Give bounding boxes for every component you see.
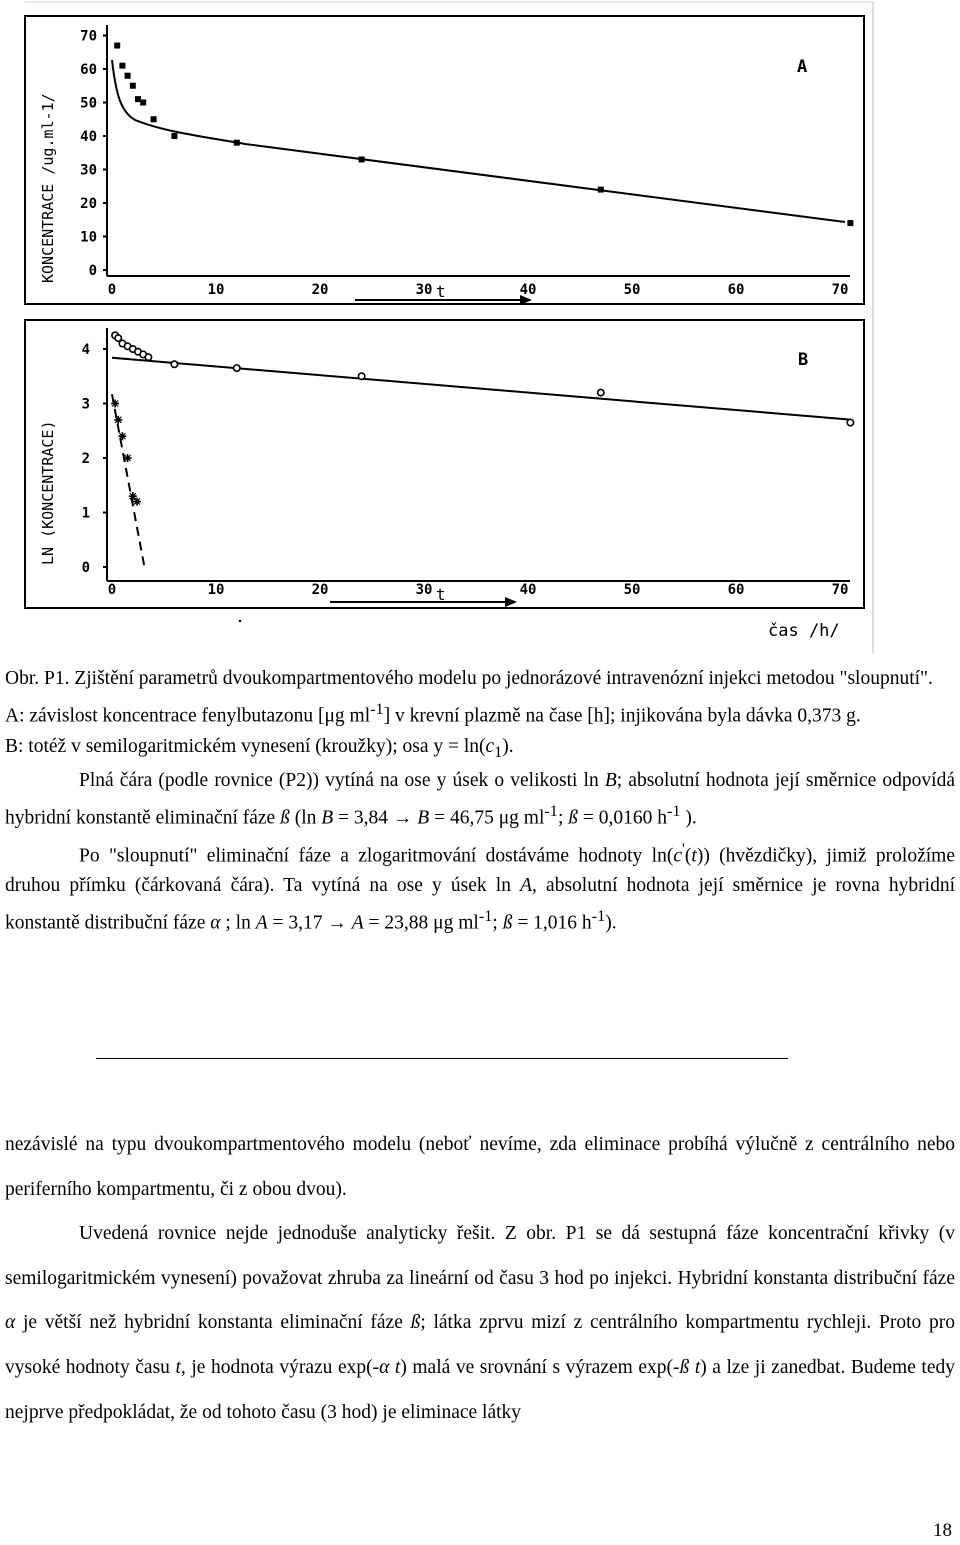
panel-a-curve — [112, 60, 845, 222]
a-ytick-label: 20 — [80, 196, 97, 212]
caption-line-3: B: totéž v semilogaritmickém vynesení (kroužky); osa $y = \ln(c_1)$. — [5, 735, 514, 761]
a-data-point — [130, 83, 136, 89]
b-xtick-label: 30 — [415, 582, 433, 598]
panel-b-frame — [25, 320, 864, 608]
a-data-point — [114, 43, 120, 49]
a-xtick-label: 30 — [415, 282, 433, 298]
a-xtick-label: 70 — [831, 282, 849, 298]
b-star-point — [124, 454, 132, 462]
a-data-point — [847, 220, 853, 226]
caption-line-2: A: závislost koncentrace fenylbutazonu [μg $ml^{-1}$] v krevní plazmě na čase [h]; injikována byla dávka 0,373 g. — [5, 700, 861, 727]
b-ytick-label: 1 — [81, 505, 90, 522]
b-circle-point — [145, 354, 151, 360]
a-data-point — [125, 73, 131, 79]
body-paragraph-2: Uvedená rovnice nejde jednoduše analyticky řešit. Z obr. P1 se dá sestupná fáze koncentrační křivky (v semilogaritmickém vynesení) považovat zhruba za lineární od času 3 hod po injekci. Hybridní konstanta distribuční fáze α je větší než hybridní konstanta eliminační fáze ß; látka zprvu mizí z centrálního kompartmentu rychleji. Proto pro vysoké hodnoty času t, je hodnota výrazu exp(-α t) malá ve srovnání s výrazem exp(-ß t) a lze ji zanedbat. Budeme tedy nejprve předpokládat, že od tohoto času (3 hod) je eliminace látky — [5, 1223, 956, 1423]
panel-a-frame — [25, 16, 864, 304]
b-circle-point — [847, 419, 853, 425]
b-circle-point — [598, 389, 604, 395]
a-data-point — [171, 133, 177, 139]
a-data-point — [135, 96, 141, 102]
a-xtick-label: 10 — [207, 282, 225, 298]
panel-b-label: B — [798, 350, 809, 370]
a-ytick-label: 30 — [80, 162, 97, 179]
a-data-point — [151, 116, 157, 122]
a-ytick-label: 50 — [80, 95, 97, 112]
b-xtick-label: 0 — [107, 582, 117, 598]
a-data-point — [140, 100, 146, 106]
a-xtick-label: 60 — [727, 282, 745, 298]
page-number: 18 — [933, 1520, 952, 1541]
caption-paragraph-dashed-line: Po "sloupnutí" eliminační fáze a zlogaritmování dostáváme hodnoty ln(c'(t)) (hvězdičky), jimiž proložíme druhou přímku (čárkovaná čára). Ta vytíná na ose y úsek ln A, absolutní hodnota její směrnice je rovna hybridní konstantě distribuční fáze α ; ln A = 3,17 → A = 23,88 μg $ml^{-1}$; ß = 1,016 $h^{-1}$). — [5, 839, 955, 934]
panel-a-ylabel: KONCENTRACE /ug.ml-1/ — [39, 93, 57, 283]
a-data-point — [234, 140, 240, 146]
a-ytick-label: 0 — [88, 263, 97, 279]
panel-a-label: A — [797, 57, 808, 77]
b-circle-point — [234, 365, 240, 371]
a-data-point — [359, 156, 365, 162]
b-star-point — [129, 492, 137, 500]
b-circle-point — [358, 373, 364, 379]
a-xtick-label: 20 — [311, 282, 329, 298]
b-star-point — [133, 498, 141, 506]
time-axis-label: čas /h/ — [768, 621, 840, 641]
caption-line-1: Obr. P1. Zjištění parametrů dvoukompartmentového modelu po jednorázové intravenózní injekci metodou "sloupnutí". — [5, 668, 933, 689]
a-ytick-label: 40 — [80, 129, 97, 145]
b-ytick-label: 3 — [81, 396, 90, 413]
b-ytick-label: 2 — [81, 451, 90, 467]
panel-b-t-label: t — [436, 585, 446, 604]
panel-b-ylabel: LN (KONCENTRACE) — [39, 420, 57, 565]
b-circle-point — [171, 361, 177, 367]
b-xtick-label: 50 — [623, 582, 641, 598]
b-star-point — [114, 416, 122, 424]
b-xtick-label: 60 — [727, 582, 745, 598]
body-text — [5, 1123, 955, 1435]
b-xtick-label: 40 — [519, 582, 537, 598]
b-star-point — [118, 432, 126, 440]
caption-paragraph-solid-line: Plná čára (podle rovnice (P2)) vytíná na ose y úsek o velikosti ln B; absolutní hodnota její směrnice odpovídá hybridní konstantě eliminační fáze ß (ln B = 3,84 → B = 46,75 μg $ml^{-1}$; ß = 0,0160 $h^{-1}$ ). — [5, 770, 955, 829]
a-data-point — [119, 63, 125, 69]
b-ytick-label: 0 — [81, 560, 90, 576]
a-xtick-label: 40 — [519, 282, 537, 298]
b-solid-line — [112, 358, 850, 420]
a-ytick-label: 70 — [80, 28, 97, 45]
a-ytick-label: 10 — [80, 229, 97, 246]
a-xtick-label: 0 — [107, 282, 117, 298]
b-star-point — [111, 400, 119, 408]
a-data-point — [598, 187, 604, 193]
b-xtick-label: 70 — [831, 582, 849, 598]
b-ytick-label: 4 — [81, 342, 90, 358]
caption-rule — [96, 1058, 788, 1059]
b-xtick-label: 10 — [207, 582, 225, 598]
panel-a-t-label: t — [436, 282, 446, 301]
a-ytick-label: 60 — [80, 62, 97, 78]
a-xtick-label: 50 — [623, 282, 641, 298]
body-paragraph-1: nezávislé na typu dvoukompartmentového modelu (neboť nevíme, zda eliminace probíhá výlučně z centrálního nebo periferního kompartmentu, či z obou dvou). — [5, 1134, 955, 1200]
figure-p1 — [0, 0, 960, 660]
b-xtick-label: 20 — [311, 582, 329, 598]
figure-caption — [5, 664, 955, 939]
